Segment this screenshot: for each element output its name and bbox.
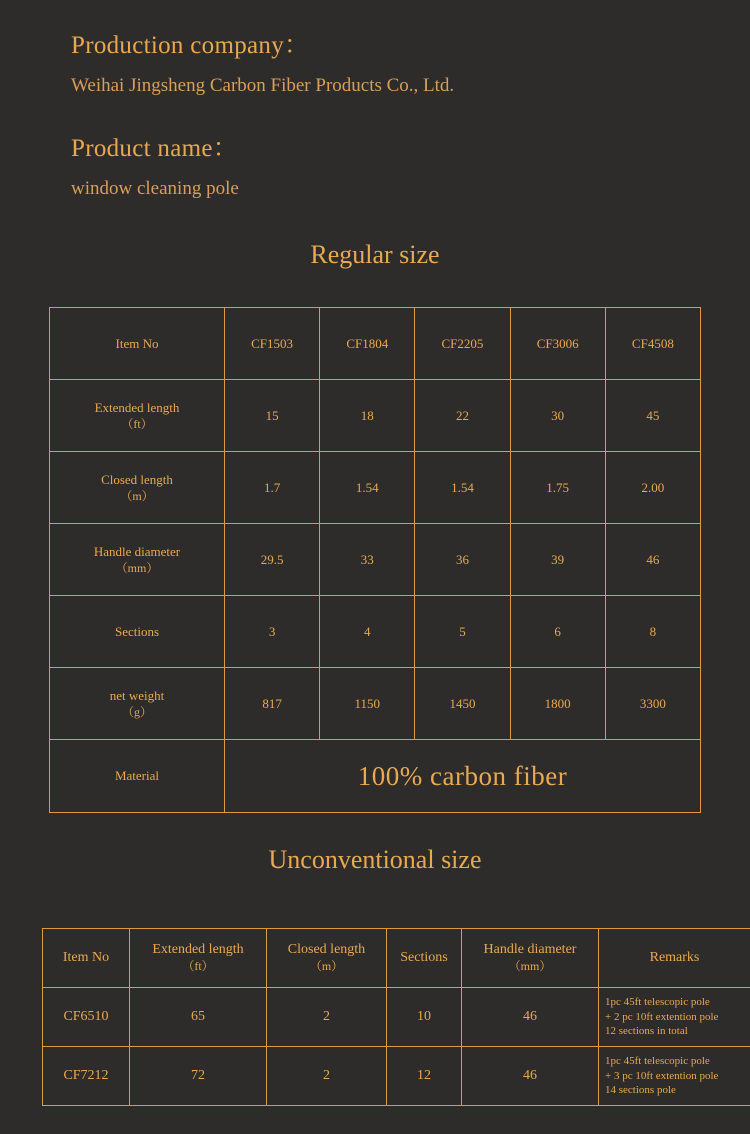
- cell-net-weight-1: 817: [225, 668, 320, 740]
- cell-item-no: CF6510: [43, 988, 130, 1047]
- cell-closed-length-2: 1.54: [320, 452, 415, 524]
- row-label-material: Material: [50, 740, 225, 813]
- row-label-sections: Sections: [50, 596, 225, 668]
- row-label-unit: （g）: [121, 705, 152, 720]
- row-label-unit: （ft）: [121, 417, 153, 432]
- table-row: [50, 524, 701, 596]
- regular-size-title: Regular size: [310, 240, 440, 269]
- unconventional-size-title: Unconventional size: [268, 845, 482, 874]
- header-handle-diameter: [462, 929, 599, 988]
- table-row: [50, 740, 701, 813]
- header-text: Extended length: [152, 942, 244, 958]
- cell-extended-length-3: 22: [415, 380, 510, 452]
- row-label-text: Handle diameter: [93, 543, 181, 559]
- cell-extended-length-5: 45: [605, 380, 700, 452]
- remarks-line-3: 12 sections in total: [605, 1025, 688, 1038]
- row-label-text: net weight: [109, 687, 165, 703]
- cell-sections-5: 8: [605, 596, 700, 668]
- cell-sections-4: 6: [510, 596, 605, 668]
- cell-handle-diameter-5: 46: [605, 524, 700, 596]
- cell-item-no-3: CF2205: [415, 308, 510, 380]
- header-sections: Sections: [387, 929, 462, 988]
- header-remarks: Remarks: [599, 929, 750, 988]
- cell-closed-length-4: 1.75: [510, 452, 605, 524]
- table-row: [50, 308, 701, 380]
- row-label-text: Extended length: [94, 399, 180, 415]
- cell-net-weight-4: 1800: [510, 668, 605, 740]
- cell-remarks: [599, 1047, 750, 1106]
- table-row: [43, 1047, 750, 1106]
- header-item-no: Item No: [43, 929, 130, 988]
- cell-handle-diameter-4: 39: [510, 524, 605, 596]
- cell-sections-3: 5: [415, 596, 510, 668]
- header-closed-length: [267, 929, 387, 988]
- cell-item-no-1: CF1503: [225, 308, 320, 380]
- cell-sections: 10: [387, 988, 462, 1047]
- cell-sections-2: 4: [320, 596, 415, 668]
- row-label-net-weight: [50, 668, 225, 740]
- cell-extended-length-2: 18: [320, 380, 415, 452]
- cell-item-no-4: CF3006: [510, 308, 605, 380]
- table-row: [50, 380, 701, 452]
- unconventional-size-table: [42, 928, 750, 1106]
- cell-handle-diameter-2: 33: [320, 524, 415, 596]
- row-label-extended-length: [50, 380, 225, 452]
- cell-item-no-5: CF4508: [605, 308, 700, 380]
- cell-extended-length-1: 15: [225, 380, 320, 452]
- cell-closed-length-5: 2.00: [605, 452, 700, 524]
- row-label-closed-length: [50, 452, 225, 524]
- cell-extended-length: 65: [130, 988, 267, 1047]
- row-label-unit: （mm）: [115, 561, 159, 576]
- production-company-block: [71, 25, 454, 97]
- product-name-label: Product name：: [71, 135, 239, 162]
- header-text: Closed length: [287, 942, 366, 958]
- product-name-block: [71, 128, 239, 200]
- cell-closed-length-1: 1.7: [225, 452, 320, 524]
- row-label-item-no: Item No: [50, 308, 225, 380]
- cell-net-weight-3: 1450: [415, 668, 510, 740]
- table-row: [50, 596, 701, 668]
- cell-handle-diameter-1: 29.5: [225, 524, 320, 596]
- header-unit: （ft）: [182, 959, 214, 974]
- cell-closed-length-3: 1.54: [415, 452, 510, 524]
- cell-extended-length-4: 30: [510, 380, 605, 452]
- row-label-handle-diameter: [50, 524, 225, 596]
- header-unit: （m）: [309, 959, 344, 974]
- cell-material-value: 100% carbon fiber: [225, 740, 701, 813]
- cell-handle-diameter: 46: [462, 988, 599, 1047]
- remarks-line-2: + 3 pc 10ft extention pole: [605, 1069, 719, 1082]
- row-label-text: Closed length: [101, 471, 173, 487]
- table-row: [50, 452, 701, 524]
- header-unit: （mm）: [508, 959, 552, 974]
- production-company-label: Production company：: [71, 32, 310, 59]
- cell-sections-1: 3: [225, 596, 320, 668]
- production-company-value: Weihai Jingsheng Carbon Fiber Products Co., Ltd.: [71, 75, 455, 96]
- cell-extended-length: 72: [130, 1047, 267, 1106]
- cell-handle-diameter: 46: [462, 1047, 599, 1106]
- table-row: [50, 668, 701, 740]
- cell-sections: 12: [387, 1047, 462, 1106]
- cell-remarks: [599, 988, 750, 1047]
- cell-closed-length: 2: [267, 988, 387, 1047]
- regular-size-table: [49, 307, 701, 813]
- remarks-line-3: 14 sections pole: [605, 1084, 676, 1097]
- cell-net-weight-5: 3300: [605, 668, 700, 740]
- cell-net-weight-2: 1150: [320, 668, 415, 740]
- table-header-row: [43, 929, 750, 988]
- cell-item-no-2: CF1804: [320, 308, 415, 380]
- product-name-value: window cleaning pole: [71, 178, 239, 199]
- cell-closed-length: 2: [267, 1047, 387, 1106]
- remarks-line-2: + 2 pc 10ft extention pole: [605, 1010, 719, 1023]
- remarks-line-1: 1pc 45ft telescopic pole: [605, 1054, 710, 1067]
- header-extended-length: [130, 929, 267, 988]
- row-label-unit: （m）: [120, 489, 154, 504]
- table-row: [43, 988, 750, 1047]
- remarks-line-1: 1pc 45ft telescopic pole: [605, 995, 710, 1008]
- cell-handle-diameter-3: 36: [415, 524, 510, 596]
- cell-item-no: CF7212: [43, 1047, 130, 1106]
- header-text: Handle diameter: [483, 942, 577, 958]
